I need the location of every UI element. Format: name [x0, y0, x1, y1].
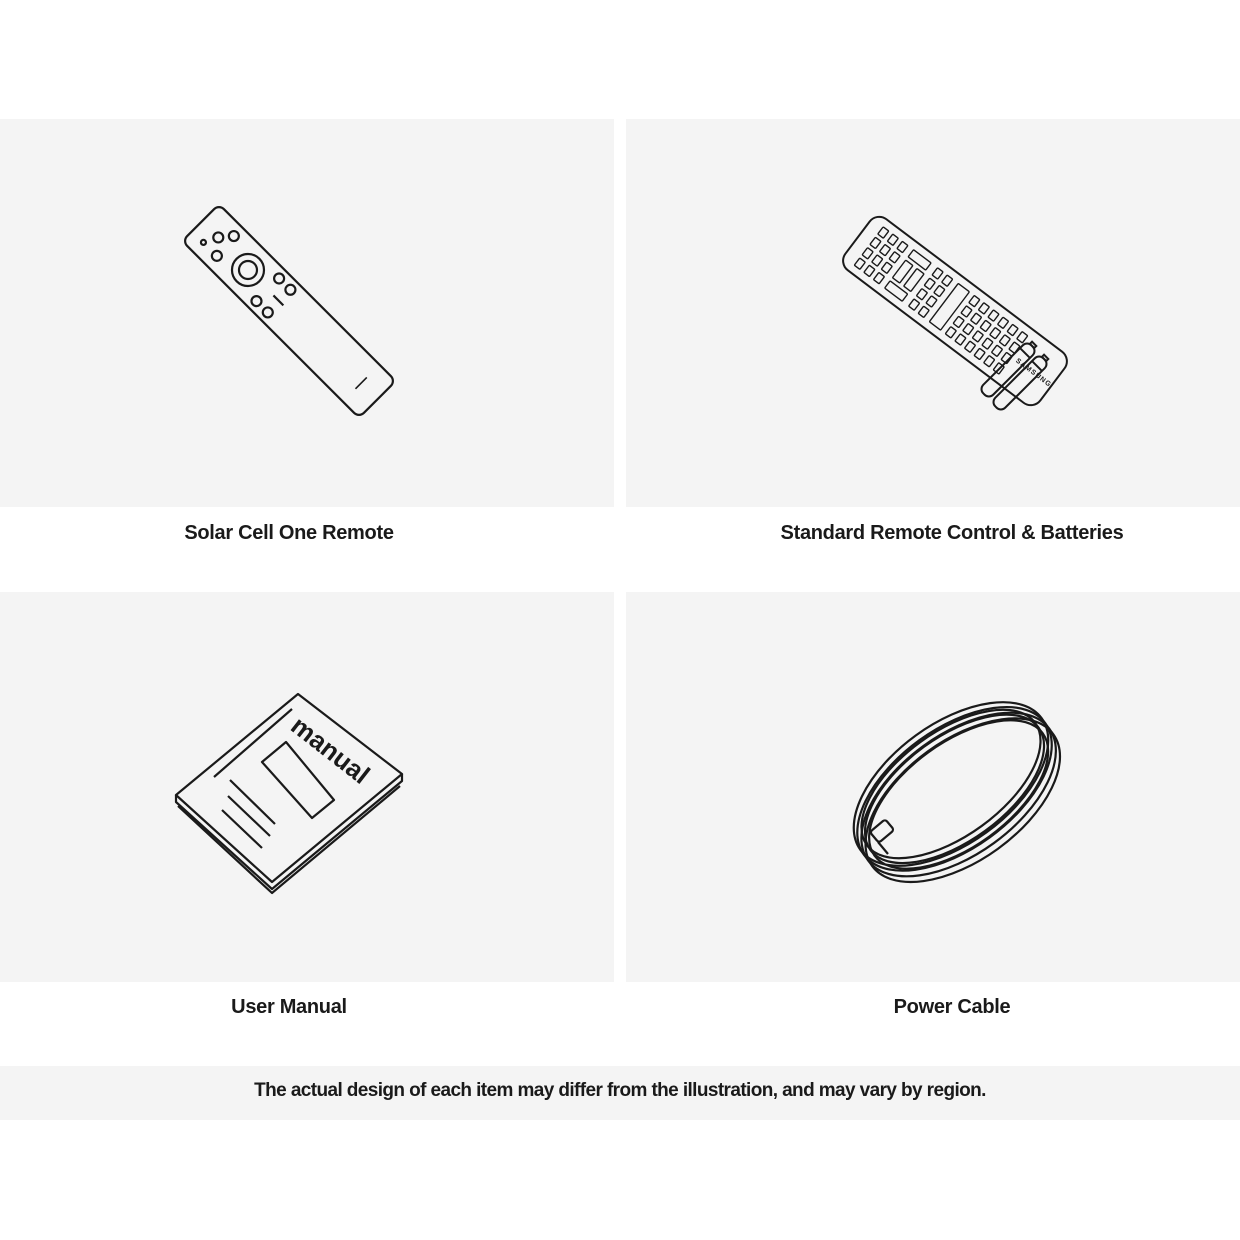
item-panel-user-manual: [0, 592, 614, 982]
item-label-power-cable: Power Cable: [893, 996, 1011, 1018]
item-label-user-manual: User Manual: [231, 996, 347, 1018]
item-label-solar-remote: Solar Cell One Remote: [184, 522, 394, 544]
manual-cover-text: manual: [285, 710, 376, 790]
item-panel-solar-remote: [0, 119, 614, 507]
standard-remote-icon: [626, 119, 1240, 507]
disclaimer-text: The actual design of each item may differ from the illustration, and may vary by region.: [254, 1080, 986, 1101]
item-panel-standard-remote: [626, 119, 1240, 507]
manual-icon: [0, 592, 614, 982]
item-label-standard-remote: Standard Remote Control & Batteries: [780, 522, 1124, 544]
item-panel-power-cable: [626, 592, 1240, 982]
power-cable-icon: [626, 592, 1240, 982]
solar-remote-icon: [0, 119, 614, 507]
remote-brand-text: SAMSUNG: [1014, 357, 1053, 389]
